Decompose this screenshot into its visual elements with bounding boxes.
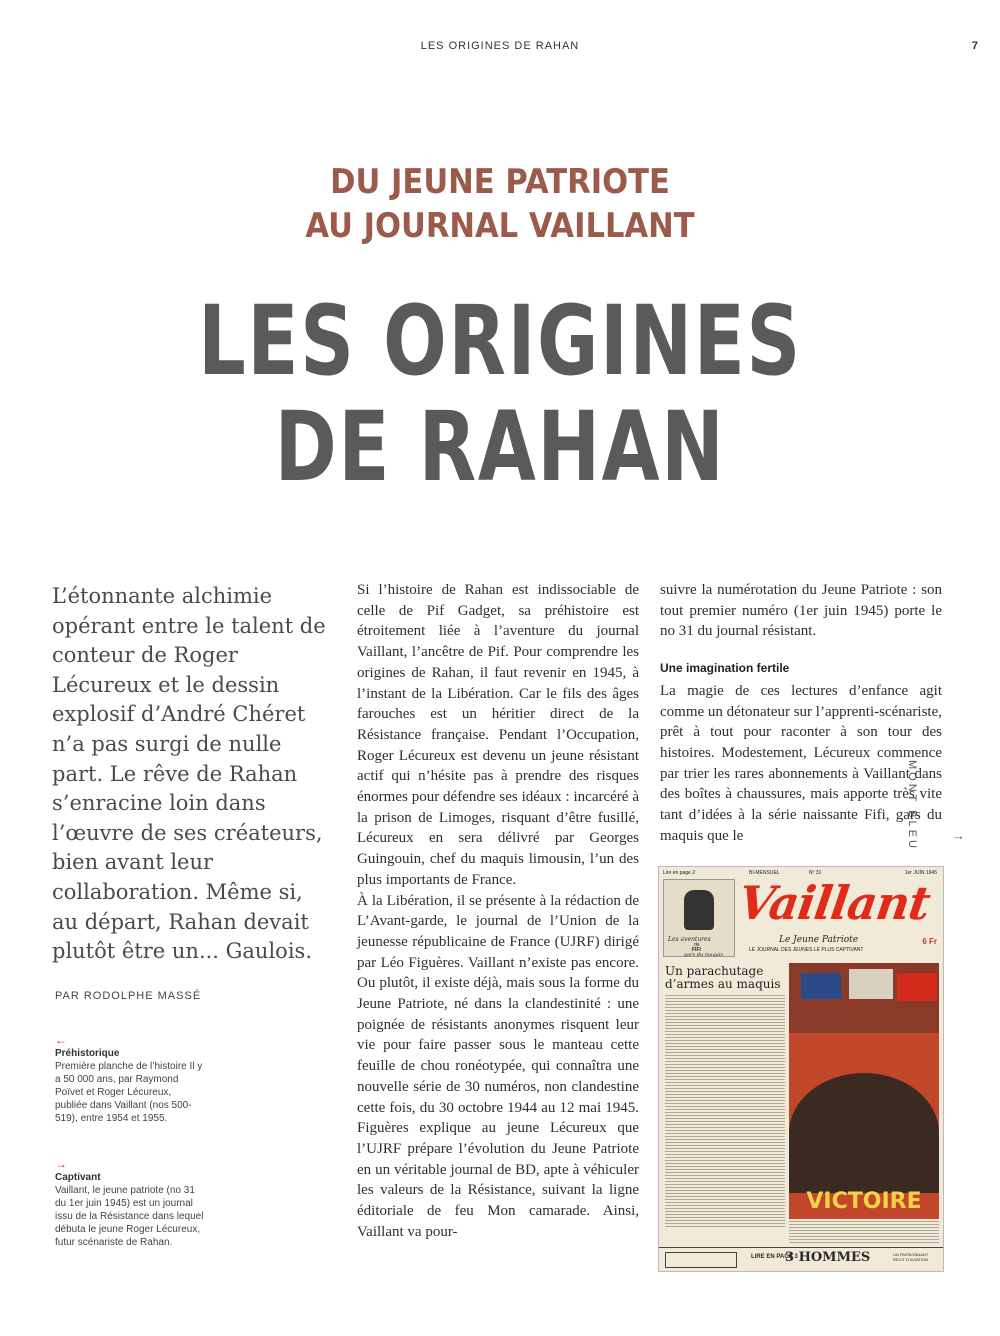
cover-blurb bbox=[789, 1221, 939, 1243]
cover-headline: Un parachutage d’armes au maquis bbox=[665, 964, 781, 991]
body-paragraph: À la Libération, il se présente à la rédaction de L’Avant-garde, le journal de l’Union de la jeunesse républicaine de France (UJRF) dirigé par Léo Figuères. Vaillant n’existe pas encore. Ou plutôt, il existe déjà, mais sous la forme du Jeune Patriote, né dans la clandestinité : une poignée de résistants anonymes risquent leur vie pour faire passer sous le manteau cette feuille de chou ronéotypée, qui connaîtra une nouvelle série de 30 numéros, non clandestine cette fois, du 30 octobre 1944 au 12 mai 1945. Figuères explique au jeune Lécureux que l’UJRF prépare l’évolution du Jeune Patriote en un véritable journal de BD, apte à véhiculer les valeurs de la Résistance, suivant la ligne éditoriale de feu Mon camarade. Ainsi, Vaillant va pour- bbox=[357, 892, 639, 1240]
side-label: MONT BLEU bbox=[906, 760, 918, 851]
caption-prehistorique bbox=[55, 1034, 205, 1125]
continue-arrow-icon: → bbox=[952, 828, 965, 843]
caption-text: Première planche de l’histoire Il y a 50 000 ans, par Raymond Poïvet et Roger Lécureux, publiée dans Vaillant (nos 500-519), entre 1954 et 1955. bbox=[55, 1061, 203, 1124]
cover-victoire: VICTOIRE bbox=[806, 1189, 922, 1214]
headline-line-1: LES ORIGINES bbox=[198, 285, 802, 397]
body-paragraph: Si l’histoire de Rahan est indissociable de celle de Pif Gadget, sa préhistoire est étroitement liée à l’aventure du journal Vaillant, l’ancêtre de Pif. Pour comprendre les origines de Rahan, il faut revenir en 1945, à l’instant de la Libération. Car le fils des âges farouches est un héritier direct de la Résistance française. Pendant l’Occupation, Roger Lécureux est devenu un jeune résistant actif qui n’hésite pas à prendre des risques énormes pour défendre ses idéaux : incarcéré à la prison de Limoges, risquant d’être fusillé, Lécureux en sera délivré par Georges Guingouin, chef du maquis limousin, l’un des plus importants de France. bbox=[357, 582, 639, 888]
cover-text-columns bbox=[665, 995, 785, 1227]
vaillant-cover-image bbox=[658, 866, 944, 1272]
caption-text: Vaillant, le jeune patriote (no 31 du 1er juin 1945) est un journal issu de la Résistance dans lequel débuta le jeune Roger Lécureux, futur scénariste de Rahan. bbox=[55, 1185, 204, 1248]
headline bbox=[110, 285, 890, 503]
caption-captivant bbox=[55, 1158, 205, 1249]
cover-strip-num: Nº 31 bbox=[809, 870, 822, 876]
cover-strip-date: 1er JUIN 1945 bbox=[904, 870, 937, 876]
body-paragraph: La magie de ces lectures d’enfance agit comme un détonateur sur l’apprenti-scénariste, prêt à tout pour raconter à son tour des histoires. Modestement, Lécureux commence par trier les rares abonnements à Vaillant dans des boîtes à chaussures, mais apporte très vite tant d’idées à la série naissante Fifi, gars du maquis que le bbox=[660, 682, 942, 844]
cover-illustration bbox=[789, 963, 939, 1219]
cover-box-line: gars du maquis bbox=[684, 952, 724, 958]
cover-box-line: FIFI bbox=[692, 947, 701, 953]
flag-icon bbox=[801, 973, 841, 999]
cover-tagline: LE JOURNAL DES JEUNES LE PLUS CAPTIVANT bbox=[749, 947, 864, 953]
cover-footer-box bbox=[665, 1252, 737, 1268]
subheading: Une imagination fertile bbox=[660, 661, 790, 676]
cover-strip-left: Lire en page 2 bbox=[663, 870, 695, 876]
illustration-crowd bbox=[789, 1073, 939, 1193]
cover-subtitle: Le Jeune Patriote bbox=[779, 935, 859, 945]
cover-strip-mid: BI-MENSUEL bbox=[749, 870, 780, 876]
kicker bbox=[50, 160, 950, 248]
cover-footer-right: 3 HOMMES bbox=[785, 1250, 871, 1265]
cover-footer bbox=[659, 1247, 943, 1272]
caption-title: Captivant bbox=[55, 1172, 101, 1183]
body-column-2 bbox=[660, 580, 942, 846]
cover-box-line: de bbox=[694, 942, 700, 948]
cover-fifi-box bbox=[663, 879, 735, 957]
flag-icon bbox=[849, 969, 893, 999]
kicker-line-1: DU JEUNE PATRIOTE bbox=[330, 162, 670, 202]
arrow-left-icon: ← bbox=[55, 1033, 67, 1047]
caption-title: Préhistorique bbox=[55, 1048, 120, 1059]
vaillant-logo: Vaillant bbox=[735, 876, 933, 930]
running-head: LES ORIGINES DE RAHAN bbox=[420, 40, 580, 52]
cover-price: 6 Fr bbox=[922, 937, 937, 946]
intro-paragraph: L’étonnante alchimie opérant entre le talent de conteur de Roger Lécureux et le dessin explosif d’André Chéret n’a pas surgi de nulle part. Le rêve de Rahan s’enracine loin dans l’œuvre de ses créateurs, bien avant leur collaboration. Même si, au départ, Rahan devait plutôt être un... Gaulois. bbox=[52, 584, 326, 964]
headline-line-2: DE RAHAN bbox=[274, 391, 726, 503]
arrow-right-icon: → bbox=[55, 1157, 67, 1171]
kicker-line-2: AU JOURNAL VAILLANT bbox=[305, 206, 695, 246]
fifi-figure-icon bbox=[684, 890, 714, 930]
flag-icon bbox=[897, 973, 937, 1001]
byline: PAR RODOLPHE MASSÉ bbox=[55, 990, 202, 1002]
body-column-1 bbox=[357, 580, 639, 1243]
page-number: 7 bbox=[971, 40, 978, 52]
cover-footer-small: UN PASSIONNANT RÉCIT D’AVIATION bbox=[893, 1252, 929, 1262]
cover-box-line: Les aventures bbox=[668, 936, 711, 943]
body-paragraph: suivre la numérotation du Jeune Patriote : son tout premier numéro (1er juin 1945) porte le no 31 du journal résistant. bbox=[660, 582, 942, 640]
cover-footer-mid: LIRE EN PAGE 3 bbox=[751, 1254, 798, 1260]
